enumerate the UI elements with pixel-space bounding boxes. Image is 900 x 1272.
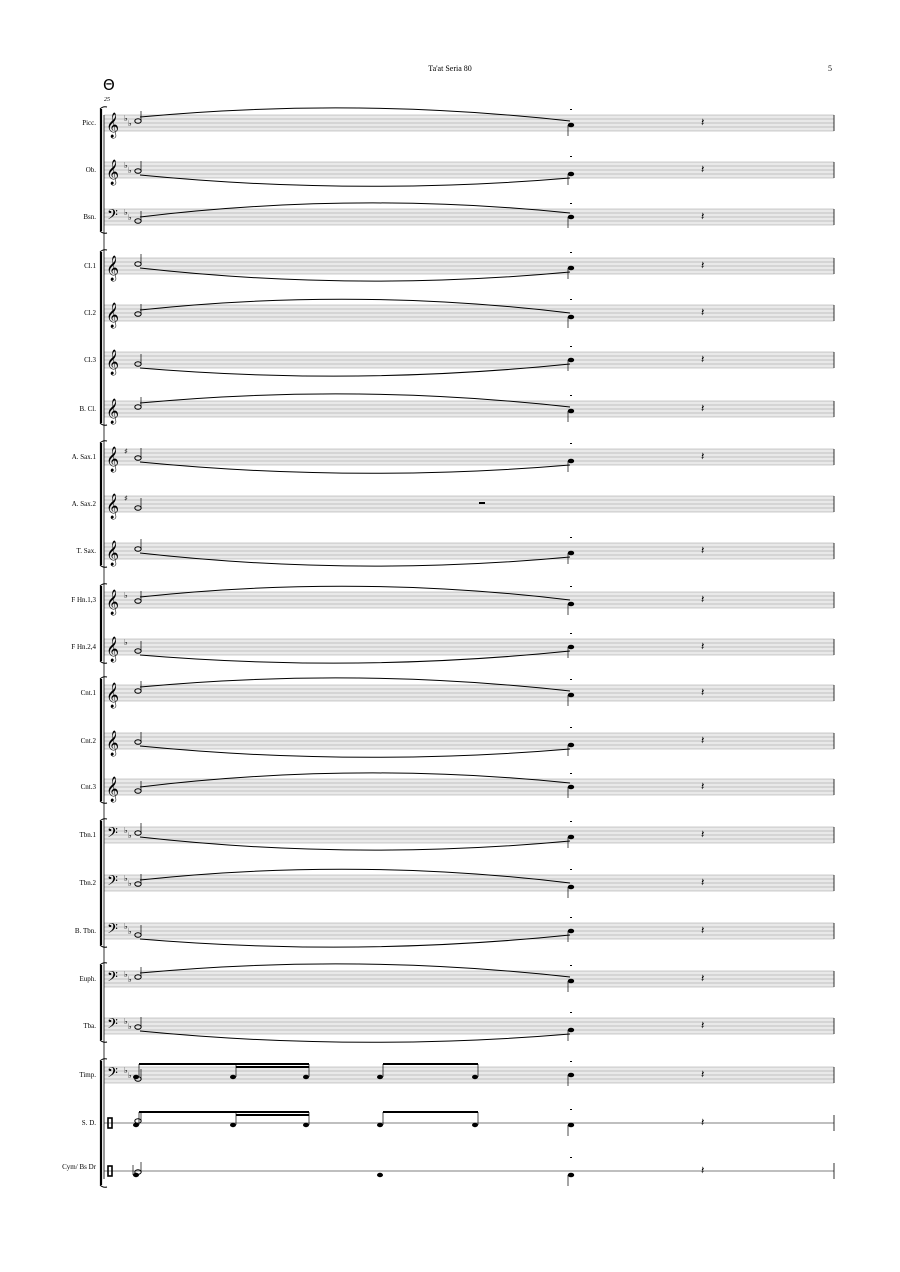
note-head <box>568 645 574 650</box>
instrument-label: A. Sax.1 <box>71 453 96 461</box>
note-head <box>135 1119 141 1124</box>
treble-clef-icon: 𝄞 <box>106 303 120 328</box>
note-head <box>568 602 574 607</box>
instrument-label: B. Tbn. <box>74 927 96 935</box>
quarter-rest-icon: 𝄽 <box>701 163 705 176</box>
instrument-label: Cnt.1 <box>80 689 96 697</box>
quarter-rest-icon: 𝄽 <box>701 686 705 699</box>
flat-icon: ♭ <box>128 119 132 128</box>
quarter-rest-icon: 𝄽 <box>701 544 705 557</box>
accent-mark <box>570 537 572 538</box>
note-head <box>568 459 574 464</box>
accent-mark <box>570 633 572 634</box>
note-head <box>133 1123 139 1127</box>
note-head <box>230 1075 236 1079</box>
instrument-label: Timp. <box>79 1071 96 1079</box>
accent-mark <box>570 1157 572 1158</box>
quarter-rest-icon: 𝄽 <box>701 593 705 606</box>
note-head <box>568 1028 574 1033</box>
quarter-rest-icon: 𝄽 <box>701 876 705 889</box>
quarter-rest-icon: 𝄽 <box>701 780 705 793</box>
instrument-label: S. D. <box>81 1119 96 1127</box>
score-title: Ta'at Seria 80 <box>428 64 472 73</box>
note-head <box>568 123 574 128</box>
accent-mark <box>570 679 572 680</box>
bass-clef-icon: 𝄢 <box>107 969 118 989</box>
accent-mark <box>570 1012 572 1013</box>
note-head <box>568 929 574 934</box>
accent-mark <box>570 203 572 204</box>
note-head <box>568 885 574 890</box>
treble-clef-icon: 𝄞 <box>106 590 120 615</box>
instrument-label: Bsn. <box>83 213 96 221</box>
bracket-hook <box>100 945 107 947</box>
flat-icon: ♭ <box>128 927 132 936</box>
accent-mark <box>570 869 572 870</box>
accent-mark <box>570 821 572 822</box>
note-head <box>568 1123 574 1128</box>
instrument-label: Tba. <box>83 1022 96 1030</box>
flat-icon: ♭ <box>128 975 132 984</box>
flat-icon: ♭ <box>128 879 132 888</box>
quarter-rest-icon: 𝄽 <box>701 734 705 747</box>
quarter-rest-icon: 𝄽 <box>701 116 705 129</box>
bracket-hook <box>100 819 107 821</box>
quarter-rest-icon: 𝄽 <box>701 1116 705 1129</box>
flat-icon: ♭ <box>128 1022 132 1031</box>
treble-clef-icon: 𝄞 <box>106 494 120 519</box>
instrument-label: Cnt.3 <box>80 783 96 791</box>
note-head <box>568 693 574 698</box>
note-head <box>568 215 574 220</box>
instrument-label: Cym/ Bs Dr <box>62 1163 96 1171</box>
instrument-label: Cl.3 <box>84 356 96 364</box>
coda-icon: Θ <box>103 76 115 94</box>
bass-clef-icon: 𝄢 <box>107 1065 118 1085</box>
treble-clef-icon: 𝄞 <box>106 731 120 756</box>
note-head <box>230 1123 236 1127</box>
treble-clef-icon: 𝄞 <box>106 256 120 281</box>
measure-number: 25 <box>104 97 110 103</box>
whole-rest-icon <box>479 502 485 504</box>
treble-clef-icon: 𝄞 <box>106 160 120 185</box>
note-head <box>472 1123 478 1127</box>
note-head <box>568 979 574 984</box>
bass-clef-icon: 𝄢 <box>107 921 118 941</box>
quarter-rest-icon: 𝄽 <box>701 828 705 841</box>
note-head <box>568 358 574 363</box>
quarter-rest-icon: 𝄽 <box>701 402 705 415</box>
flat-icon: ♭ <box>124 161 128 170</box>
note-head <box>568 1073 574 1078</box>
quarter-rest-icon: 𝄽 <box>701 972 705 985</box>
bracket-hook <box>100 1059 107 1061</box>
accent-mark <box>570 773 572 774</box>
treble-clef-icon: 𝄞 <box>106 637 120 662</box>
note-head <box>377 1173 383 1177</box>
accent-mark <box>570 1061 572 1062</box>
sharp-icon: ♯ <box>124 494 128 503</box>
treble-clef-icon: 𝄞 <box>106 447 120 472</box>
quarter-rest-icon: 𝄽 <box>701 353 705 366</box>
quarter-rest-icon: 𝄽 <box>701 924 705 937</box>
note-head <box>377 1123 383 1127</box>
flat-icon: ♭ <box>124 1066 128 1075</box>
quarter-rest-icon: 𝄽 <box>701 210 705 223</box>
instrument-label: Ob. <box>85 166 96 174</box>
bass-clef-icon: 𝄢 <box>107 825 118 845</box>
accent-mark <box>570 586 572 587</box>
treble-clef-icon: 𝄞 <box>106 113 120 138</box>
treble-clef-icon: 𝄞 <box>106 541 120 566</box>
bracket-hook <box>100 584 107 586</box>
quarter-rest-icon: 𝄽 <box>701 450 705 463</box>
note-head <box>568 743 574 748</box>
quarter-rest-icon: 𝄽 <box>701 1019 705 1032</box>
accent-mark <box>570 917 572 918</box>
quarter-rest-icon: 𝄽 <box>701 306 705 319</box>
flat-icon: ♭ <box>124 591 128 600</box>
quarter-rest-icon: 𝄽 <box>701 640 705 653</box>
sharp-icon: ♯ <box>124 447 128 456</box>
flat-icon: ♭ <box>128 1071 132 1080</box>
note-head <box>568 266 574 271</box>
bracket-hook <box>100 231 107 233</box>
accent-mark <box>570 395 572 396</box>
treble-clef-icon: 𝄞 <box>106 399 120 424</box>
quarter-rest-icon: 𝄽 <box>701 1068 705 1081</box>
note-head <box>133 1173 139 1177</box>
note-head <box>568 551 574 556</box>
quarter-rest-icon: 𝄽 <box>701 259 705 272</box>
note-head <box>568 785 574 790</box>
accent-mark <box>570 965 572 966</box>
bass-clef-icon: 𝄢 <box>107 1016 118 1036</box>
instrument-label: T. Sax. <box>76 547 96 555</box>
page-number: 5 <box>828 64 832 73</box>
bracket-hook <box>100 1185 107 1187</box>
accent-mark <box>570 346 572 347</box>
instrument-label: Cnt.2 <box>80 737 96 745</box>
instrument-label: Cl.1 <box>84 262 96 270</box>
instrument-label: F Hn.2,4 <box>71 643 96 651</box>
note-head <box>568 315 574 320</box>
note-head <box>568 409 574 414</box>
instrument-label: F Hn.1,3 <box>71 596 96 604</box>
flat-icon: ♭ <box>124 208 128 217</box>
note-head <box>472 1075 478 1079</box>
flat-icon: ♭ <box>128 213 132 222</box>
instrument-label: Cl.2 <box>84 309 96 317</box>
bracket-hook <box>100 107 107 109</box>
flat-icon: ♭ <box>128 166 132 175</box>
instrument-label: Tbn.1 <box>79 831 96 839</box>
flat-icon: ♭ <box>124 114 128 123</box>
note-head <box>568 172 574 177</box>
instrument-label: Euph. <box>79 975 96 983</box>
note-head <box>303 1123 309 1127</box>
note-head <box>568 1173 574 1178</box>
accent-mark <box>570 727 572 728</box>
flat-icon: ♭ <box>124 922 128 931</box>
accent-mark <box>570 443 572 444</box>
accent-mark <box>570 109 572 110</box>
note-head <box>133 1075 139 1079</box>
accent-mark <box>570 299 572 300</box>
accent-mark <box>570 252 572 253</box>
bass-clef-icon: 𝄢 <box>107 873 118 893</box>
note-head <box>377 1075 383 1079</box>
flat-icon: ♭ <box>124 1017 128 1026</box>
instrument-label: Picc. <box>82 119 96 127</box>
quarter-rest-icon: 𝄽 <box>701 1164 705 1177</box>
instrument-label: A. Sax.2 <box>71 500 96 508</box>
bracket-hook <box>100 441 107 443</box>
note-head <box>568 835 574 840</box>
bracket-hook <box>100 677 107 679</box>
instrument-label: B. Cl. <box>79 405 96 413</box>
bracket-hook <box>100 250 107 252</box>
note-head <box>303 1075 309 1079</box>
flat-icon: ♭ <box>128 831 132 840</box>
treble-clef-icon: 𝄞 <box>106 777 120 802</box>
accent-mark <box>570 156 572 157</box>
flat-icon: ♭ <box>124 970 128 979</box>
instrument-label: Tbn.2 <box>79 879 96 887</box>
bracket-hook <box>100 963 107 965</box>
accent-mark <box>570 1109 572 1110</box>
treble-clef-icon: 𝄞 <box>106 683 120 708</box>
flat-icon: ♭ <box>124 826 128 835</box>
bass-clef-icon: 𝄢 <box>107 207 118 227</box>
flat-icon: ♭ <box>124 638 128 647</box>
treble-clef-icon: 𝄞 <box>106 350 120 375</box>
bracket-hook <box>100 1040 107 1042</box>
flat-icon: ♭ <box>124 874 128 883</box>
